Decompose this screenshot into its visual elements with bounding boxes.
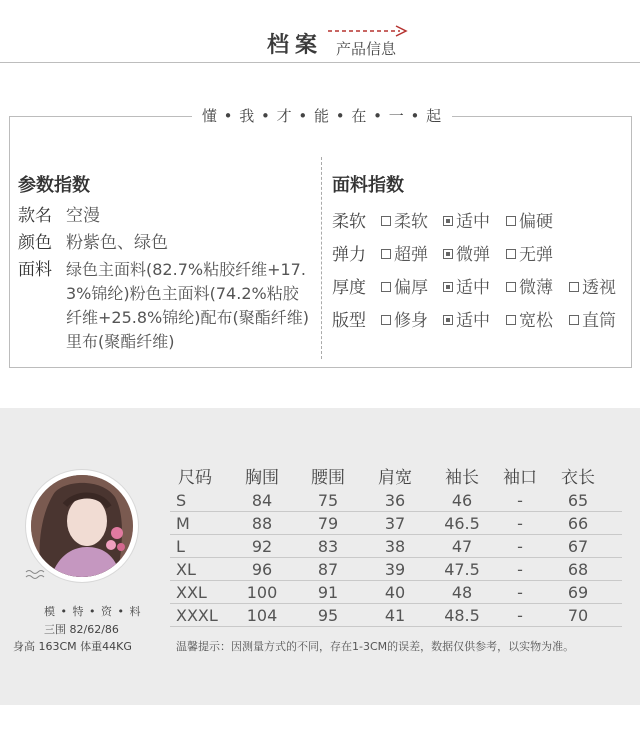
fabric-row-thickness [332, 273, 632, 299]
fabric-heading: 面料指数 [332, 175, 404, 196]
fabric-label: 版型 [332, 311, 366, 331]
checkbox-icon [569, 315, 579, 325]
checkbox-icon [381, 282, 391, 292]
fabric-row-fit [332, 306, 632, 332]
param-value: 空漫 [66, 206, 100, 226]
header-chest: 胸围 [245, 468, 279, 488]
option-sheer: 透视 [569, 273, 616, 298]
checkbox-icon [506, 249, 516, 259]
fabric-label: 厚度 [332, 278, 366, 298]
model-measurements: 三围 82/62/86 [44, 623, 119, 636]
arrow-icon [328, 24, 412, 38]
fabric-row-elasticity [332, 240, 632, 266]
size-table-header [170, 463, 622, 489]
param-label: 款名 [18, 206, 52, 226]
param-label: 颜色 [18, 233, 52, 253]
model-height-weight: 身高 163CM 体重44KG [13, 640, 132, 653]
option-slight-stretch: 微弹 [443, 240, 490, 265]
param-label: 面料 [18, 260, 52, 280]
param-value: 粉紫色、绿色 [66, 233, 168, 253]
option-hard: 偏硬 [506, 207, 553, 232]
table-row: XXXL 104 95 41 48.5 - 70 [170, 604, 622, 627]
header-size: 尺码 [178, 468, 212, 488]
param-row-name [18, 204, 318, 230]
checkbox-icon [569, 282, 579, 292]
header-divider [0, 62, 640, 63]
table-row: XL 96 87 39 47.5 - 68 [170, 558, 622, 581]
header-cuff: 袖口 [503, 468, 537, 488]
option-no-stretch: 无弹 [506, 240, 553, 265]
checkbox-icon [506, 282, 516, 292]
checkbox-checked-icon [443, 249, 453, 259]
params-heading: 参数指数 [18, 175, 90, 196]
option-soft: 柔软 [381, 207, 428, 232]
checkbox-checked-icon [443, 315, 453, 325]
checkbox-icon [381, 249, 391, 259]
header-subtitle: 产品信息 [336, 40, 397, 58]
slogan: 懂 • 我 • 才 • 能 • 在 • 一 • 起 [192, 104, 452, 128]
table-row: XXL 100 91 40 48 - 69 [170, 581, 622, 604]
model-portrait-icon [31, 475, 133, 577]
option-medium: 适中 [443, 207, 490, 232]
param-value: 绿色主面料(82.7%粘胶纤维+17.3%锦纶)粉色主面料(74.2%粘胶纤维+25.8%锦纶)配布(聚酯纤维)里布(聚酯纤维) [66, 260, 309, 351]
table-row: S 84 75 36 46 - 65 [170, 489, 622, 512]
measurement-note: 温馨提示：因测量方式的不同，存在1-3CM的误差，数据仅供参考，以实物为准。 [176, 640, 575, 653]
table-row: L 92 83 38 47 - 67 [170, 535, 622, 558]
header-waist: 腰围 [311, 468, 345, 488]
header-title-script: 档案 [267, 32, 324, 58]
checkbox-icon [381, 315, 391, 325]
checkbox-checked-icon [443, 282, 453, 292]
checkbox-icon [506, 315, 516, 325]
param-row-fabric [18, 258, 318, 358]
option-loose: 宽松 [506, 306, 553, 331]
table-row: M 88 79 37 46.5 - 66 [170, 512, 622, 535]
fabric-label: 弹力 [332, 245, 366, 265]
checkbox-icon [506, 216, 516, 226]
panel-divider [321, 157, 322, 359]
option-medium: 适中 [443, 306, 490, 331]
param-row-color [18, 231, 318, 257]
model-title: 模 • 特 • 资 • 料 [44, 605, 142, 618]
option-thin: 微薄 [506, 273, 553, 298]
checkbox-checked-icon [443, 216, 453, 226]
fabric-label: 柔软 [332, 212, 366, 232]
fabric-row-softness [332, 207, 632, 233]
option-medium: 适中 [443, 273, 490, 298]
option-slim: 修身 [381, 306, 428, 331]
option-super-stretch: 超弹 [381, 240, 428, 265]
header-length: 衣长 [561, 468, 595, 488]
size-table [170, 463, 622, 627]
model-avatar [31, 475, 133, 577]
header-shoulder: 肩宽 [378, 468, 412, 488]
option-thick: 偏厚 [381, 273, 428, 298]
wave-icon [25, 568, 47, 580]
option-straight: 直筒 [569, 306, 616, 331]
checkbox-icon [381, 216, 391, 226]
header-sleeve-length: 袖长 [445, 468, 479, 488]
